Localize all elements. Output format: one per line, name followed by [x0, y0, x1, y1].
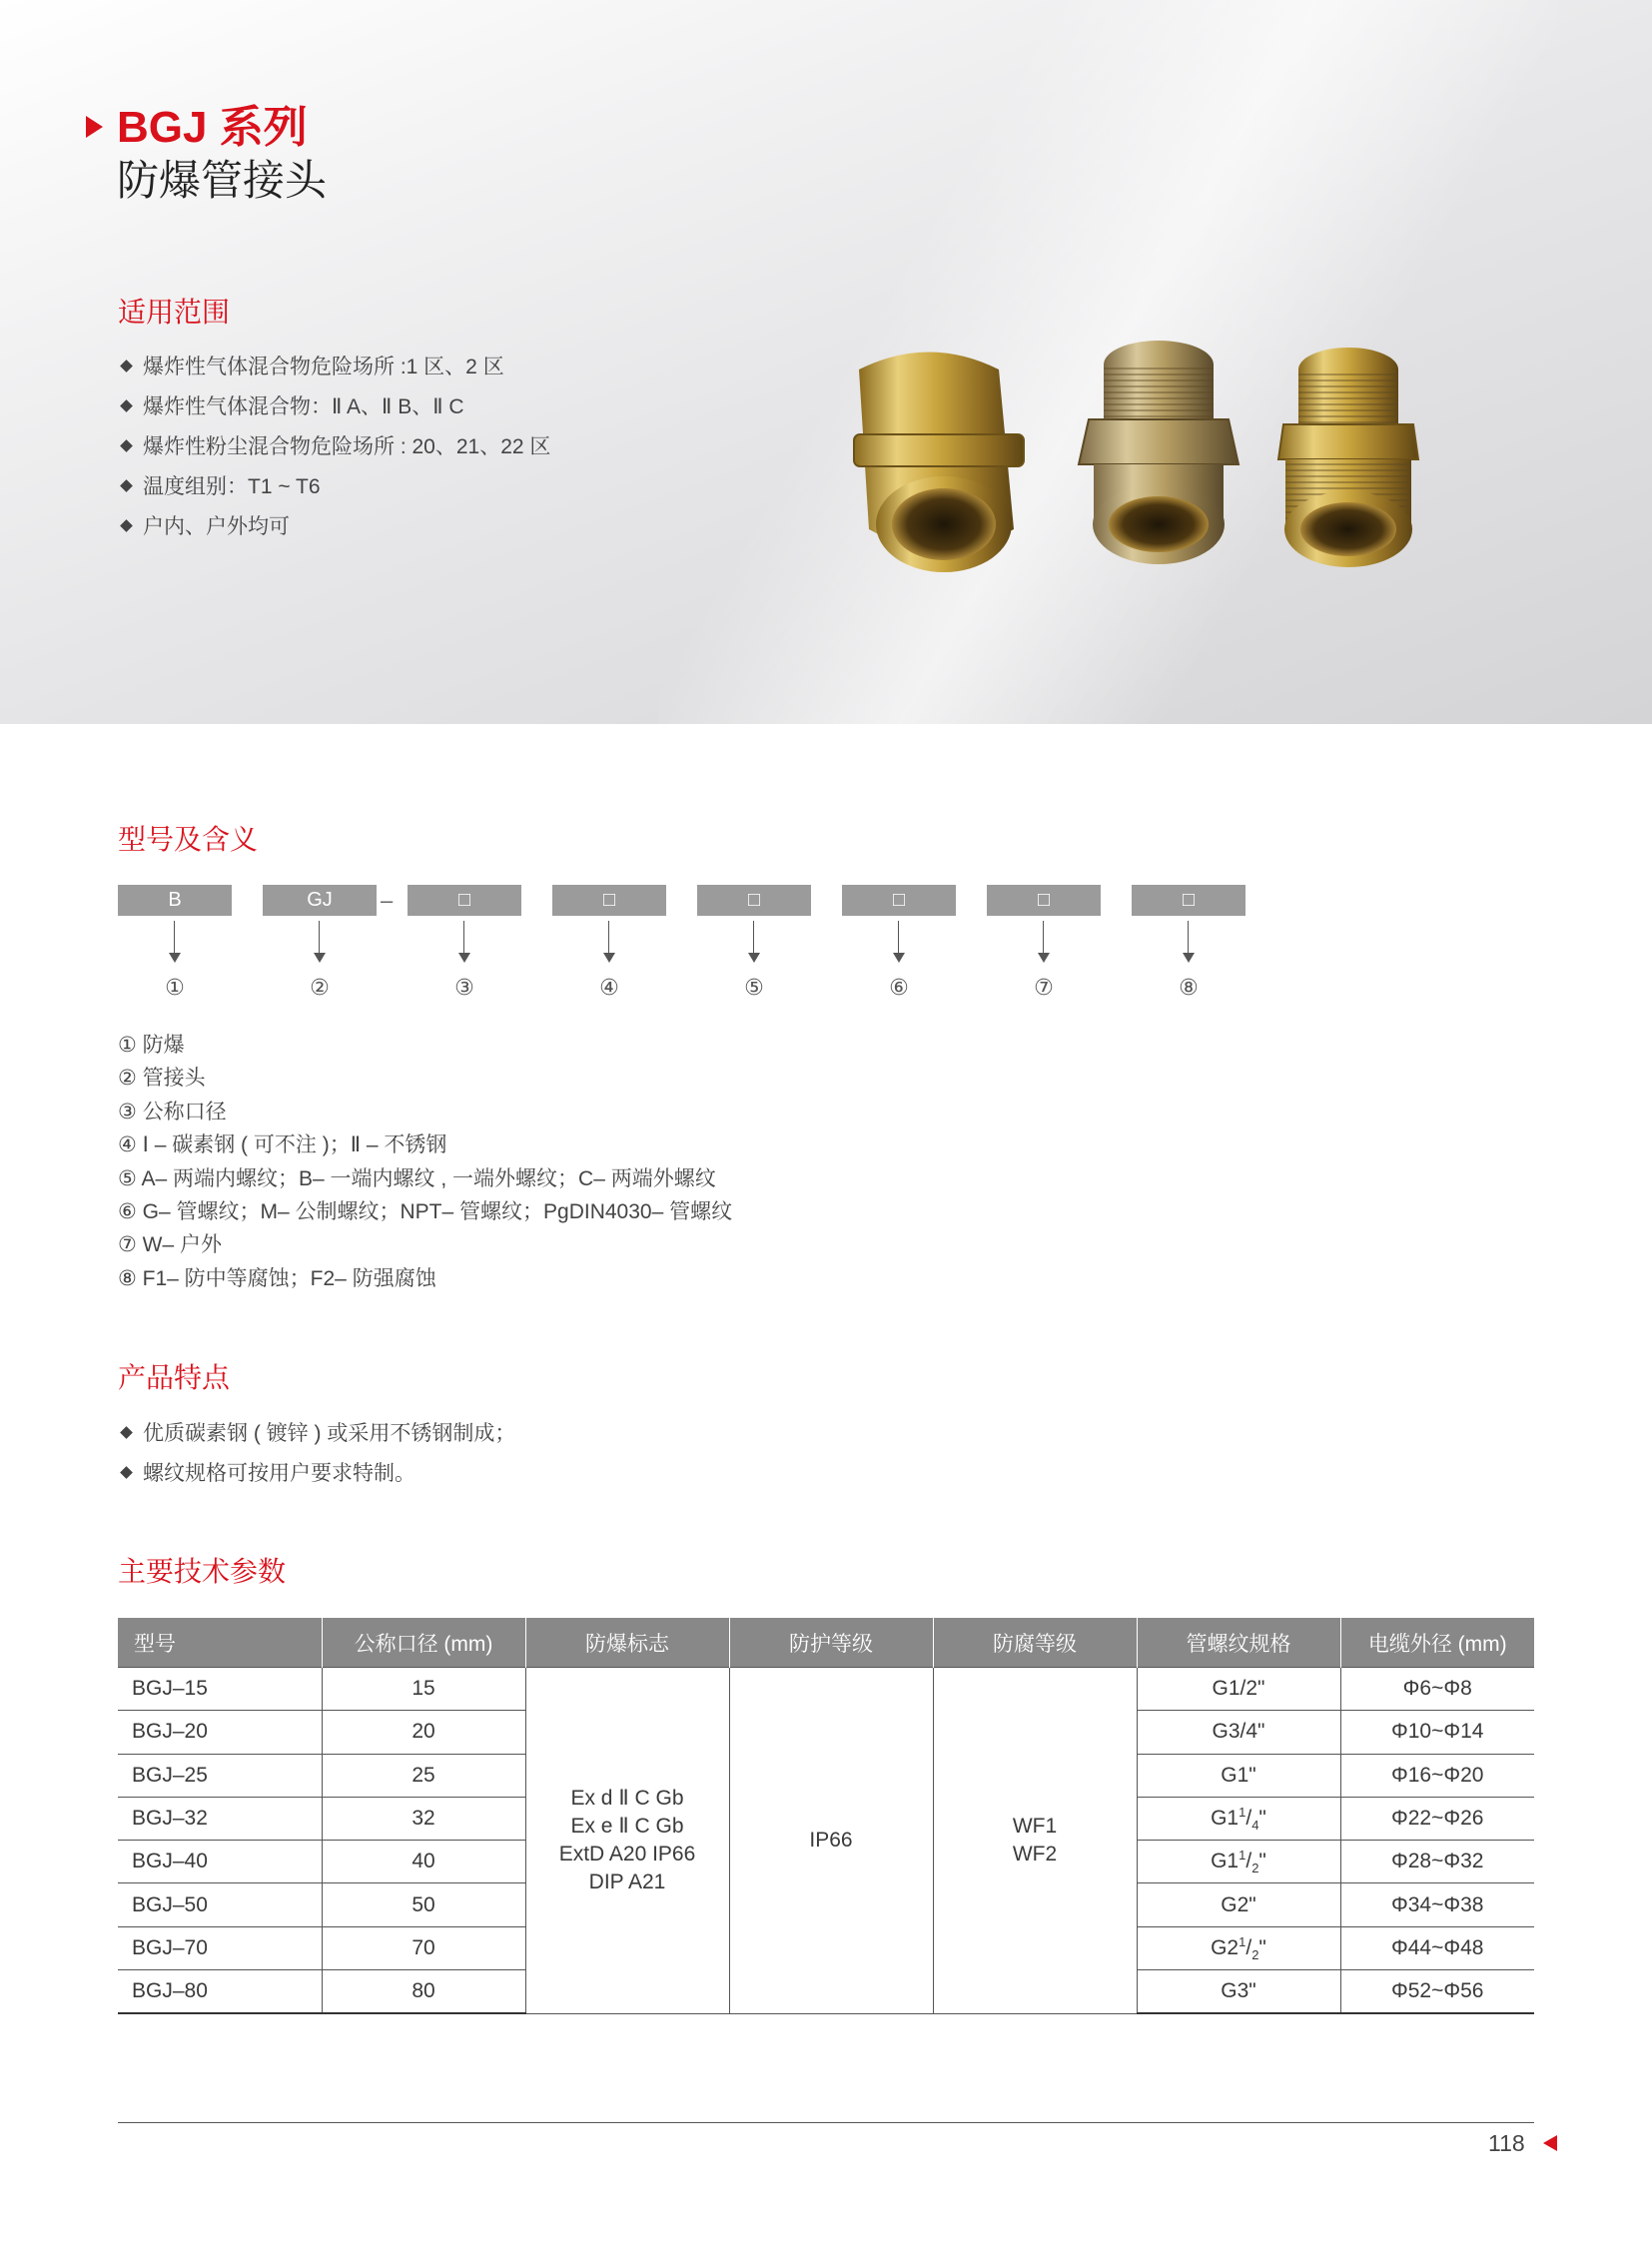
- cable-cell: Φ28~Φ32: [1340, 1841, 1534, 1883]
- cable-cell: Φ22~Φ26: [1340, 1797, 1534, 1840]
- column-header: 管螺纹规格: [1137, 1618, 1340, 1668]
- product-photo: [839, 330, 1438, 589]
- model-cell: BGJ–80: [118, 1970, 322, 2014]
- spec-table: [118, 1618, 1534, 2014]
- down-arrow-icon: [599, 921, 619, 965]
- list-item: 螺纹规格可按用户要求特制。: [118, 1454, 515, 1494]
- list-item: ⑦ W– 户外: [118, 1233, 222, 1257]
- list-item: 户内、户外均可: [118, 507, 550, 547]
- page-number: 118: [1488, 2130, 1525, 2156]
- down-arrow-icon: [889, 921, 909, 965]
- model-cell: BGJ–70: [118, 1926, 322, 1969]
- down-arrow-icon: [165, 921, 185, 965]
- thread-cell: $G2^1/_2$": [1137, 1926, 1340, 1969]
- cable-cell: Φ6~Φ8: [1340, 1668, 1534, 1711]
- cable-cell: Φ10~Φ14: [1340, 1711, 1534, 1754]
- thread-cell: G1": [1137, 1754, 1340, 1797]
- model-code-box: B: [118, 885, 232, 916]
- dn-cell: 25: [322, 1754, 525, 1797]
- down-arrow-icon: [1179, 921, 1199, 965]
- model-dash: –: [381, 888, 394, 913]
- list-item: 温度组别：T1 ~ T6: [118, 467, 550, 507]
- applicable-list: [118, 348, 550, 547]
- cable-cell: Φ52~Φ56: [1340, 1970, 1534, 2014]
- thread-cell: G2": [1137, 1883, 1340, 1926]
- protection-cell: IP66: [729, 1668, 933, 2014]
- model-cell: BGJ–32: [118, 1797, 322, 1840]
- title-arrow-icon: [86, 116, 103, 138]
- column-header: 防护等级: [729, 1618, 933, 1668]
- column-header: 防爆标志: [525, 1618, 729, 1668]
- thread-cell: G1/2": [1137, 1668, 1340, 1711]
- thread-cell: $G1^1/_4$": [1137, 1797, 1340, 1840]
- series-title: BGJ 系列: [117, 103, 308, 152]
- ex-mark-cell: Ex d Ⅱ C Gb Ex e Ⅱ C Gb ExtD A20 IP66 DIP A21: [525, 1668, 729, 2014]
- model-cell: BGJ–20: [118, 1711, 322, 1754]
- thread-cell: G3": [1137, 1970, 1340, 2014]
- column-header: 公称口径 (mm): [322, 1618, 525, 1668]
- list-item: ⑥ G– 管螺纹；M– 公制螺纹；NPT– 管螺纹；PgDIN4030– 管螺纹: [118, 1199, 733, 1223]
- model-code-box: GJ: [263, 885, 377, 916]
- position-number: ⑤: [744, 975, 764, 1000]
- section-heading-model: 型号及含义: [118, 824, 259, 855]
- list-item: 爆炸性气体混合物：Ⅱ A、Ⅱ B、Ⅱ C: [118, 387, 550, 427]
- diamond-bullet-icon: [120, 479, 133, 492]
- section-heading-applicable: 适用范围: [118, 297, 231, 328]
- column-header: 防腐等级: [933, 1618, 1137, 1668]
- footer-divider: [118, 2122, 1534, 2123]
- position-number: ④: [599, 975, 619, 1000]
- dn-cell: 40: [322, 1841, 525, 1883]
- down-arrow-icon: [454, 921, 474, 965]
- model-cell: BGJ–40: [118, 1841, 322, 1883]
- diamond-bullet-icon: [120, 1466, 133, 1479]
- down-arrow-icon: [744, 921, 764, 965]
- list-item: ② 管接头: [118, 1067, 206, 1091]
- list-item: 优质碳素钢 ( 镀锌 ) 或采用不锈钢制成；: [118, 1414, 515, 1454]
- model-code-box: □: [408, 885, 521, 916]
- model-meaning-list: [118, 1029, 732, 1295]
- model-cell: BGJ–25: [118, 1754, 322, 1797]
- cable-cell: Φ34~Φ38: [1340, 1883, 1534, 1926]
- section-heading-params: 主要技术参数: [118, 1556, 287, 1587]
- model-code-box: □: [842, 885, 956, 916]
- diamond-bullet-icon: [120, 399, 133, 412]
- model-cell: BGJ–50: [118, 1883, 322, 1926]
- female-coupling-image: [854, 353, 1024, 573]
- anticorrosion-cell: WF1 WF2: [933, 1668, 1137, 2014]
- list-item: ③ 公称口径: [118, 1100, 227, 1123]
- diamond-bullet-icon: [120, 360, 133, 373]
- list-item: ⑧ F1– 防中等腐蚀；F2– 防强腐蚀: [118, 1266, 436, 1290]
- position-number: ②: [310, 975, 330, 1000]
- list-item: ① 防爆: [118, 1034, 185, 1057]
- dn-cell: 80: [322, 1970, 525, 2014]
- list-item: 爆炸性气体混合物危险场所 :1 区、2 区: [118, 348, 550, 387]
- cable-cell: Φ44~Φ48: [1340, 1926, 1534, 1969]
- position-number: ③: [454, 975, 474, 1000]
- thread-cell: $G1^1/_2$": [1137, 1841, 1340, 1883]
- position-number: ⑧: [1179, 975, 1199, 1000]
- position-number: ①: [165, 975, 185, 1000]
- dn-cell: 32: [322, 1797, 525, 1840]
- down-arrow-icon: [1034, 921, 1054, 965]
- table-header-row: [118, 1618, 1534, 1668]
- column-header: 电缆外径 (mm): [1340, 1618, 1534, 1668]
- reducer-image: [1278, 348, 1418, 567]
- list-item: ⑤ A– 两端内螺纹；B– 一端内螺纹 , 一端外螺纹；C– 两端外螺纹: [118, 1166, 716, 1190]
- position-number: ⑥: [889, 975, 909, 1000]
- model-cell: BGJ–15: [118, 1668, 322, 1711]
- thread-cell: G3/4": [1137, 1711, 1340, 1754]
- diamond-bullet-icon: [120, 439, 133, 452]
- product-title: 防爆管接头: [117, 157, 328, 204]
- list-item: 爆炸性粉尘混合物危险场所 : 20、21、22 区: [118, 427, 550, 467]
- column-header: 型号: [118, 1618, 322, 1668]
- male-nipple-image: [1079, 341, 1239, 564]
- features-list: [118, 1414, 515, 1494]
- dn-cell: 20: [322, 1711, 525, 1754]
- model-code-box: □: [697, 885, 811, 916]
- section-heading-features: 产品特点: [118, 1362, 231, 1393]
- dn-cell: 70: [322, 1926, 525, 1969]
- diamond-bullet-icon: [120, 519, 133, 532]
- page-arrow-icon: [1543, 2135, 1557, 2151]
- cable-cell: Φ16~Φ20: [1340, 1754, 1534, 1797]
- list-item: ④ Ⅰ – 碳素钢 ( 可不注 )；Ⅱ – 不锈钢: [118, 1133, 447, 1157]
- diamond-bullet-icon: [120, 1426, 133, 1439]
- dn-cell: 50: [322, 1883, 525, 1926]
- model-code-box: □: [552, 885, 666, 916]
- dn-cell: 15: [322, 1668, 525, 1711]
- position-number: ⑦: [1034, 975, 1054, 1000]
- model-code-box: □: [1132, 885, 1245, 916]
- down-arrow-icon: [310, 921, 330, 965]
- model-code-box: □: [987, 885, 1101, 916]
- table-row: [118, 1668, 1534, 1711]
